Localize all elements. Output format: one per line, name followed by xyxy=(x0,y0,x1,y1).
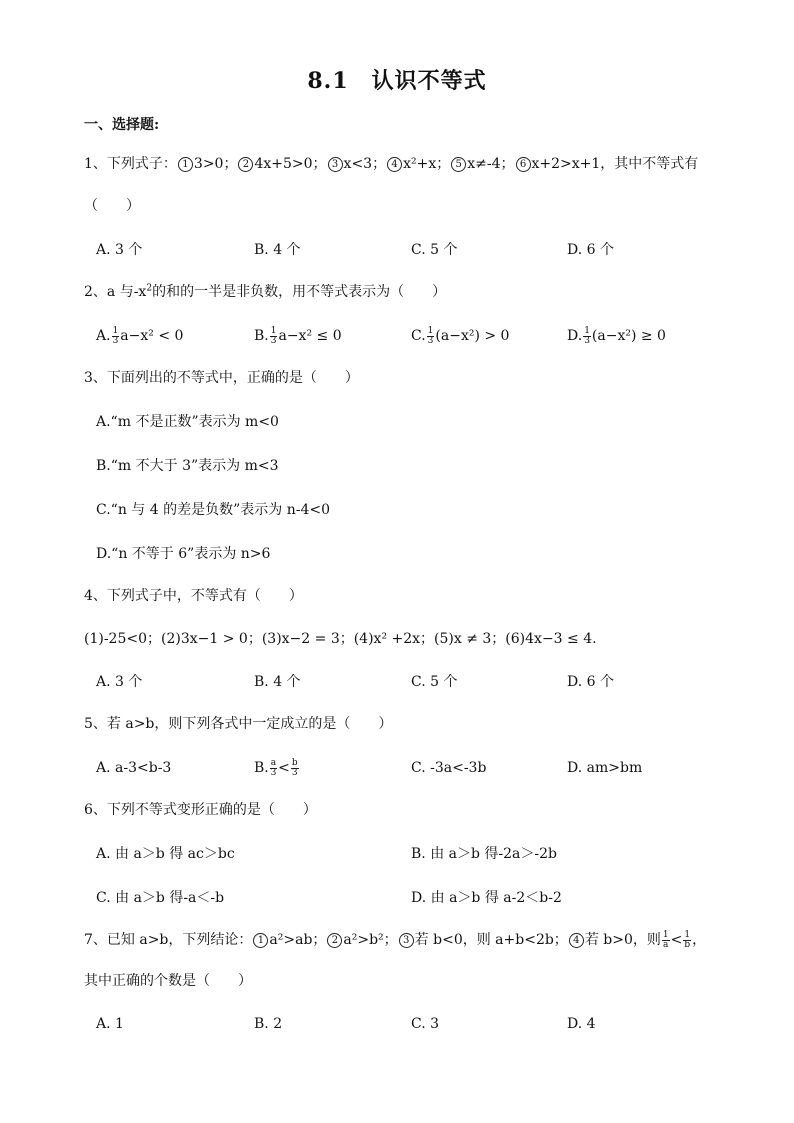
page-title: 8.1 认识不等式 xyxy=(307,68,487,94)
question-1-option-a[interactable]: A. 3 个 xyxy=(96,242,143,258)
question-3-option-b[interactable]: B.“m 不大于 3”表示为 m<3 xyxy=(96,458,279,474)
question-5-option-a[interactable]: A. a-3<b-3 xyxy=(96,760,172,776)
fraction: $\frac{1}{a}$ xyxy=(662,929,669,950)
question-4-option-b[interactable]: B. 4 个 xyxy=(254,674,301,690)
circled-number: 2 xyxy=(327,933,342,948)
circled-number: 5 xyxy=(451,157,466,172)
question-4-option-a[interactable]: A. 3 个 xyxy=(96,674,143,690)
question-3-option-a[interactable]: A.“m 不是正数”表示为 m<0 xyxy=(96,414,279,430)
question-6-option-c[interactable]: C. 由 a＞b 得-a＜-b xyxy=(96,890,225,906)
question-1-option-d[interactable]: D. 6 个 xyxy=(567,242,614,258)
question-1-option-c[interactable]: C. 5 个 xyxy=(411,242,458,258)
question-7-option-d[interactable]: D. 4 xyxy=(567,1016,596,1032)
fraction: $\frac{1}{3}$ xyxy=(584,325,590,346)
question-4-option-c[interactable]: C. 5 个 xyxy=(411,674,458,690)
question-6-option-d[interactable]: D. 由 a＞b 得 a-2＜b-2 xyxy=(411,890,562,906)
question-4-formula: (1)-25<0；(2)3x−1 > 0；(3)x−2 = 3；(4)x² +2x；(5)x ≠ 3；(6)4x−3 ≤ 4. xyxy=(84,631,597,647)
circled-number: 6 xyxy=(516,157,531,172)
circled-number: 4 xyxy=(387,157,402,172)
question-7-stem: 7、已知 a>b，下列结论： 1 a²>ab； 2 a²>b²； 3 若 b<0，则 a+b<2b； 4 若 b>0，则 $\frac{1}{a}$ < $\frac{1}{b}$ ， xyxy=(84,929,707,950)
fraction: $\frac{a}{3}$ xyxy=(270,757,277,778)
fraction: $\frac{1}{b}$ xyxy=(684,929,691,950)
question-4-option-d[interactable]: D. 6 个 xyxy=(567,674,614,690)
circled-number: 3 xyxy=(399,933,414,948)
question-5-option-b[interactable]: B. $\frac{a}{3}$ < $\frac{b}{3}$ xyxy=(254,757,298,778)
circled-number: 4 xyxy=(569,933,584,948)
question-3-option-d[interactable]: D.“n 不等于 6”表示为 n>6 xyxy=(96,546,271,562)
question-2-option-d[interactable]: D. $\frac{1}{3}$ (a−x²) ≥ 0 xyxy=(567,325,666,346)
circled-number: 1 xyxy=(178,157,193,172)
section-heading: 一、选择题: xyxy=(84,117,160,133)
question-1-option-b[interactable]: B. 4 个 xyxy=(254,242,301,258)
question-1-paren: （ ） xyxy=(84,198,140,214)
question-2-option-b[interactable]: B. $\frac{1}{3}$ a−x² ≤ 0 xyxy=(254,325,342,346)
question-7-option-b[interactable]: B. 2 xyxy=(254,1016,283,1032)
question-4-stem: 4、下列式子中，不等式有（ ） xyxy=(84,588,303,604)
question-3-stem: 3、下面列出的不等式中，正确的是（ ） xyxy=(84,370,359,386)
fraction: $\frac{1}{3}$ xyxy=(427,325,434,346)
fraction: $\frac{b}{3}$ xyxy=(291,757,298,778)
question-5-stem: 5、若 a>b，则下列各式中一定成立的是（ ） xyxy=(84,716,393,732)
question-2-stem: 2、a 与$-x^2$的和的一半是非负数，用不等式表示为（ ） xyxy=(84,283,447,300)
question-5-option-d[interactable]: D. am>bm xyxy=(567,760,643,776)
circled-number: 3 xyxy=(328,157,343,172)
question-2-option-a[interactable]: A. $\frac{1}{3}$ a−x² < 0 xyxy=(96,325,184,346)
question-7-option-a[interactable]: A. 1 xyxy=(96,1016,124,1032)
question-2-option-c[interactable]: C. $\frac{1}{3}$ (a−x²) > 0 xyxy=(411,325,510,346)
fraction: $\frac{1}{3}$ xyxy=(112,325,119,346)
fraction: $\frac{1}{3}$ xyxy=(270,325,277,346)
question-7-line-2: 其中正确的个数是（ ） xyxy=(84,973,252,989)
question-6-option-a[interactable]: A. 由 a＞b 得 ac＞bc xyxy=(96,846,235,862)
question-6-option-b[interactable]: B. 由 a＞b 得-2a＞-2b xyxy=(411,846,557,862)
question-3-option-c[interactable]: C.“n 与 4 的差是负数”表示为 n-4<0 xyxy=(96,502,330,518)
question-5-option-c[interactable]: C. -3a<-3b xyxy=(411,760,487,776)
circled-number: 1 xyxy=(253,933,268,948)
question-7-option-c[interactable]: C. 3 xyxy=(411,1016,440,1032)
question-6-stem: 6、下列不等式变形正确的是（ ） xyxy=(84,802,317,818)
circled-number: 2 xyxy=(238,157,253,172)
question-1-stem: 1、下列式子： 1 3>0； 2 4x+5>0； 3 x<3； 4 x²+x； 5 x≠-4； 6 x+2>x+1，其中不等式有 xyxy=(84,156,699,172)
